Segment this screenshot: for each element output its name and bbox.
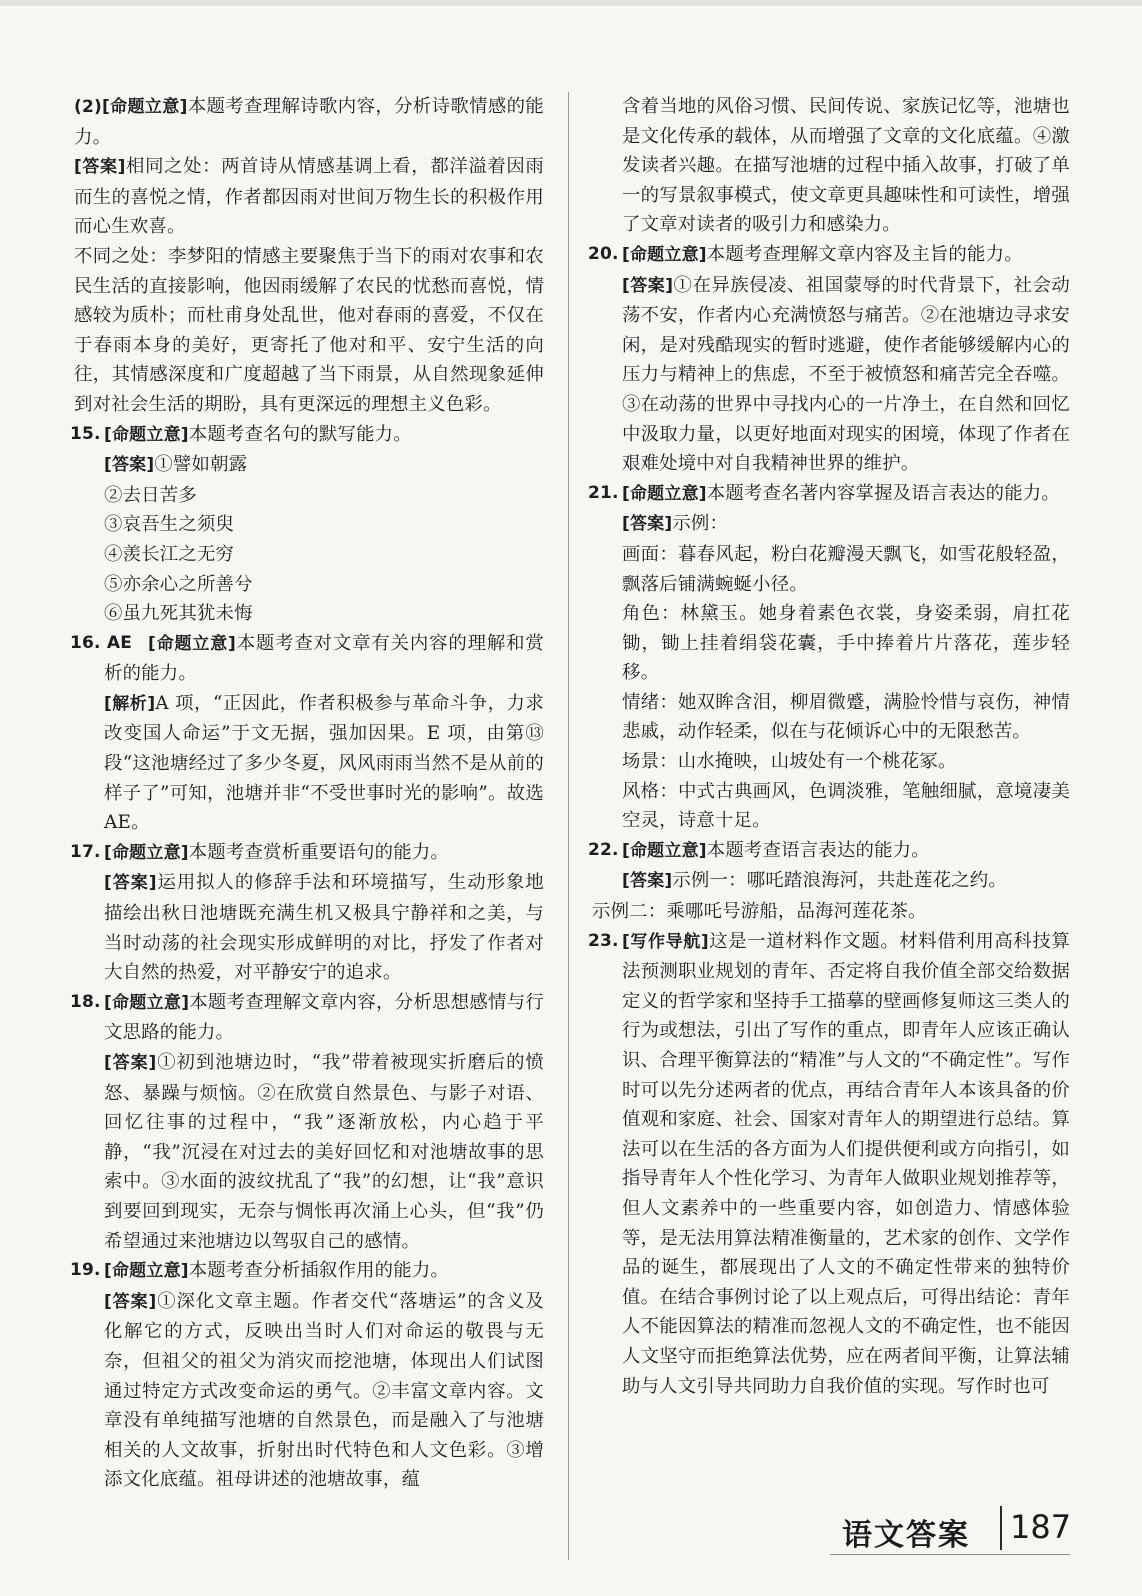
answer-tag: [答案] [104, 1291, 157, 1312]
answer-line: ①譬如朝露 [154, 454, 248, 476]
answer-tag: [答案] [104, 1053, 157, 1073]
answer-line: 画面：暮春风起，粉白花瓣漫天飘飞，如雪花般轻盈，飘落后铺满蜿蜒小径。 [622, 543, 1070, 595]
item-number: 21. [588, 482, 619, 503]
answer-line: 示例二：乘哪吒号游船，品海河莲花茶。 [592, 901, 927, 923]
answer-line: 场景：山水掩映，山坡处有一个桃花冢。 [622, 751, 957, 773]
intent-tag: [命题立意] [104, 424, 189, 445]
intent-tag: [命题立意] [622, 244, 707, 265]
answer-item-16 [70, 629, 544, 838]
intent-text: 本题考查理解文章内容及主旨的能力。 [706, 243, 1023, 265]
analysis-tag: [解析] [104, 693, 156, 714]
answer-text: 相同之处：两首诗从情感基调上看，都洋溢着因雨而生的喜悦之情，作者都因雨对世间万物生长的积极作用而心生欢喜。 [74, 156, 544, 238]
intent-tag: [命题立意] [622, 483, 707, 504]
footer-rule [830, 1554, 1070, 1555]
answer-line: 风格：中式古典画风，色调淡雅，笔触细腻，意境凄美空灵，诗意十足。 [622, 780, 1070, 832]
item-number: 15. [70, 423, 101, 444]
answer-item-17 [70, 838, 544, 988]
answer-line: 示例一：哪吒踏浪海河，共赴莲花之约。 [672, 870, 1007, 892]
answer-text: ①深化文章主题。作者交代“落塘运”的含义及化解它的方式，反映出当时人们对命运的敬畏与无奈，但祖父的祖父为消灾而挖池塘，体现出人们试图通过特定方式改变命运的勇气。②丰富文章内容。文章没有单纯描写池塘的自然景色，而是融入了与池塘相关的人文故事，折射出时代特色和人文色彩。③增添文化底蕴。祖母讲述的池塘故事，蕴 [104, 1290, 544, 1491]
intent-tag: [命题立意] [104, 992, 190, 1013]
answer-intro: 示例： [672, 513, 729, 535]
left-column [70, 92, 544, 1495]
answer-tag: [答案] [104, 873, 157, 894]
answer-tag: [答案] [622, 275, 674, 296]
footer-divider [1000, 1506, 1002, 1550]
item-number: 20. [588, 243, 619, 264]
answer-item-22 [588, 836, 1070, 927]
item-number: 22. [588, 839, 619, 860]
answer-tag: [答案] [104, 455, 155, 476]
answer-item-19 [70, 1256, 544, 1495]
item-number: 18. [70, 991, 101, 1012]
analysis-text: A 项，“正因此，作者积极参与革命斗争，力求改变国人命运”于文无据，强加因果。E 项，由第⑬段“这池塘经过了多少冬夏，风风雨雨当然不是从前的样子了”可知，池塘并非“不受世事时光的影响”。故选 AE。 [104, 692, 544, 834]
answer-line: 角色：林黛玉。她身着素色衣裳，身姿柔弱，肩扛花锄，锄上挂着绢袋花囊，手中捧着片片落花，莲步轻移。 [622, 603, 1070, 684]
answer-line: 情绪：她双眸含泪，柳眉微蹙，满脸怜惜与哀伤，神情悲戚，动作轻柔，似在与花倾诉心中的无限愁苦。 [622, 691, 1070, 743]
intent-text: 本题考查分析插叙作用的能力。 [188, 1260, 450, 1282]
answer-text: 含着当地的风俗习惯、民间传说、家族记忆等，池塘也是文化传承的载体，从而增强了文章的文化底蕴。④激发读者兴趣。在描写池塘的过程中插入故事，打破了单一的写景叙事模式，使文章更具趣味性和可读性，增强了文章对读者的吸引力和感染力。 [622, 96, 1070, 236]
footer-title: 语文答案 [842, 1518, 970, 1553]
answer-item-14-2 [74, 92, 544, 420]
answer-item-18 [70, 988, 544, 1256]
intent-tag: [命题立意] [622, 840, 707, 861]
answer-item-15 [70, 420, 544, 629]
page-number: 187 [1010, 1508, 1072, 1546]
answer-item-20 [588, 240, 1070, 479]
writing-guide-text: 这是一道材料作文题。材料借利用高科技算法预测职业规划的青年、否定将自我价值全部交给数据定义的哲学家和坚持手工描摹的壁画修复师这三类人的行为或想法，引出了写作的重点，即青年人应该正确认识、合理平衡算法的“精准”与人文的“不确定性”。写作时可以先分述两者的优点，再结合青年人本该具备的价值观和家庭、社会、国家对青年人的期望进行总结。算法可以在生活的各方面为人们提供便利或方向指引，如指导青年人个性化学习、为青年人做职业规划推荐等，但人文素养中的一些重要内容，如创造力、情感体验等，是无法用算法精准衡量的，艺术家的创作、文学作品的诞生，都展现出了人文的不确定性带来的独特价值。在结合事例讨论了以上观点后，可得出结论：青年人不能因算法的精准而忽视人文的不确定性，也不能因人文坚守而拒绝算法优势，应在两者间平衡，让算法辅助与人文引导共同助力自我价值的实现。写作时也可 [622, 930, 1070, 1397]
intent-tag: [命题立意] [148, 633, 237, 654]
answer-item-19-continued [592, 92, 1070, 240]
right-column [588, 92, 1070, 1401]
item-number: 19. [70, 1260, 101, 1281]
answer-text-diff: 不同之处：李梦阳的情感主要聚焦于当下的雨对农事和农民生活的直接影响，他因雨缓解了农民的忧愁而喜悦，情感较为质朴；而杜甫身处乱世，他对春雨的喜爱，不仅在于春雨本身的美好，更寄托了他对和平、安宁生活的向往，其情感深度和广度超越了当下雨景，从自然现象延伸到对社会生活的期盼，具有更深远的理想主义色彩。 [74, 245, 544, 415]
answer-text: ①初到池塘边时，“我”带着被现实折磨后的愤怒、暴躁与烦恼。②在欣赏自然景色、与影子对语、回忆往事的过程中，“我”逐渐放松，内心趋于平静，“我”沉浸在对过去的美好回忆和对池塘故事的思索中。③水面的波纹扰乱了“我”的幻想，让“我”意识到要回到现实，无奈与惆怅再次涌上心头，但“我”仍希望通过来池塘边以驾驭自己的感情。 [104, 1052, 544, 1252]
answer-line: ⑥虽九死其犹未悔 [104, 603, 253, 625]
answer-line: ⑤亦余心之所善兮 [104, 573, 253, 595]
intent-text: 本题考查赏析重要语句的能力。 [188, 841, 450, 863]
answer-line: ③哀吾生之须臾 [104, 514, 235, 536]
answer-line: ④羡长江之无穷 [104, 543, 235, 565]
column-divider [568, 92, 569, 1560]
answer-item-21 [588, 479, 1070, 836]
answer-item-23 [588, 927, 1070, 1402]
intent-tag: [命题立意] [104, 1261, 189, 1282]
answer-line: ②去日苦多 [104, 484, 197, 506]
intent-text: 本题考查语言表达的能力。 [706, 839, 930, 861]
intent-text: 本题考查名著内容掌握及语言表达的能力。 [706, 482, 1060, 504]
answer-tag: [答案] [622, 514, 673, 535]
item-number: 16. AE [70, 632, 133, 653]
answer-text: ①在异族侵凌、祖国蒙辱的时代背景下，社会动荡不安，作者内心充满愤怒与痛苦。②在池塘边寻求安闲，是对残酷现实的暂时逃避，使作者能够缓解内心的压力与精神上的焦虑，不至于被愤怒和痛苦完全吞噬。③在动荡的世界中寻找内心的一片净土，在自然和回忆中汲取力量，以更好地面对现实的困境，体现了作者在艰难处境中对自我精神世界的维护。 [622, 274, 1070, 475]
intent-text: 本题考查名句的默写能力。 [188, 423, 412, 445]
page-top-edge [0, 0, 1142, 6]
answer-tag: [答案] [622, 871, 673, 892]
intent-text: 本题考查理解诗歌内容，分析诗歌情感的能力。 [74, 96, 544, 148]
intent-tag: [命题立意] [101, 97, 188, 117]
intent-text: 本题考查理解文章内容，分析思想感情与行文思路的能力。 [104, 991, 544, 1044]
item-number: 23. [588, 930, 619, 951]
intent-tag: [命题立意] [104, 842, 189, 863]
item-number: 17. [70, 841, 101, 862]
item-label: (2) [74, 97, 102, 117]
intent-text: 本题考查对文章有关内容的理解和赏析的能力。 [104, 632, 544, 685]
answer-text: 运用拟人的修辞手法和环境描写，生动形象地描绘出秋日池塘既充满生机又极具宁静祥和之美，与当时动荡的社会现实形成鲜明的对比，抒发了作者对大自然的热爱，对平静安宁的追求。 [104, 872, 544, 984]
answer-tag: [答案] [74, 157, 126, 178]
writing-guide-tag: [写作导航] [622, 931, 709, 952]
